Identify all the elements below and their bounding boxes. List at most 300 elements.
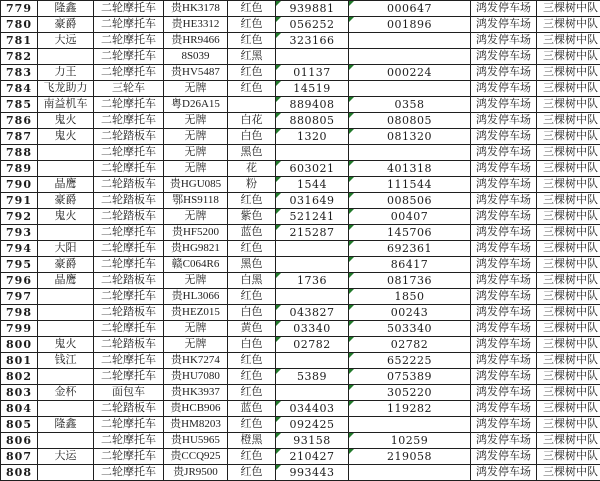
cell-number-1[interactable]: 02782: [276, 337, 349, 353]
table-row: [1, 369, 600, 385]
cell-color[interactable]: 粉: [228, 177, 276, 193]
cell-number-1[interactable]: 5389: [276, 369, 349, 385]
cell-vehicle-type[interactable]: 二轮踏板车: [94, 273, 164, 289]
cell-plate-number[interactable]: 贵HL3066: [164, 289, 228, 305]
cell-parking-lot[interactable]: 鸿发停车场: [471, 65, 537, 81]
table-row: [1, 465, 600, 481]
cell-color[interactable]: 红色: [228, 353, 276, 369]
cell-brand[interactable]: 鬼火: [38, 337, 94, 353]
cell-vehicle-type[interactable]: 二轮摩托车: [94, 433, 164, 449]
cell-brand[interactable]: 金杯: [38, 385, 94, 401]
cell-color[interactable]: 红色: [228, 289, 276, 305]
cell-row-number[interactable]: 799: [1, 321, 38, 337]
cell-number-2[interactable]: 000647: [349, 1, 471, 17]
cell-plate-number[interactable]: 贵HF5200: [164, 225, 228, 241]
cell-parking-lot[interactable]: 鸿发停车场: [471, 49, 537, 65]
cell-vehicle-type[interactable]: 二轮踏板车: [94, 305, 164, 321]
cell-number-2[interactable]: 001896: [349, 17, 471, 33]
cell-row-number[interactable]: 783: [1, 65, 38, 81]
cell-number-1[interactable]: [276, 353, 349, 369]
cell-number-2[interactable]: [349, 49, 471, 65]
cell-parking-lot[interactable]: 鸿发停车场: [471, 337, 537, 353]
cell-plate-number[interactable]: 无牌: [164, 113, 228, 129]
cell-color[interactable]: 白色: [228, 305, 276, 321]
cell-brand[interactable]: 豪爵: [38, 193, 94, 209]
cell-vehicle-type[interactable]: 二轮摩托车: [94, 369, 164, 385]
table-row: [1, 17, 600, 33]
cell-number-2[interactable]: 00407: [349, 209, 471, 225]
cell-number-1[interactable]: [276, 289, 349, 305]
cell-number-1[interactable]: 939881: [276, 1, 349, 17]
cell-vehicle-type[interactable]: 二轮踏板车: [94, 209, 164, 225]
cell-vehicle-type[interactable]: 二轮摩托车: [94, 17, 164, 33]
cell-number-1[interactable]: [276, 49, 349, 65]
number-stored-as-text-flag-icon: [276, 81, 281, 86]
cell-parking-lot[interactable]: 鸿发停车场: [471, 33, 537, 49]
cell-color[interactable]: 红色: [228, 385, 276, 401]
cell-squad[interactable]: 三棵树中队: [537, 81, 600, 97]
cell-number-1[interactable]: 521241: [276, 209, 349, 225]
cell-brand[interactable]: [38, 145, 94, 161]
cell-number-2[interactable]: [349, 465, 471, 481]
cell-vehicle-type[interactable]: 二轮摩托车: [94, 241, 164, 257]
cell-color[interactable]: 红色: [228, 193, 276, 209]
cell-row-number[interactable]: 784: [1, 81, 38, 97]
cell-row-number[interactable]: 787: [1, 129, 38, 145]
cell-parking-lot[interactable]: 鸿发停车场: [471, 129, 537, 145]
cell-color[interactable]: 红色: [228, 369, 276, 385]
cell-number-2[interactable]: 080805: [349, 113, 471, 129]
cell-squad[interactable]: 三棵树中队: [537, 433, 600, 449]
cell-brand[interactable]: [38, 321, 94, 337]
cell-color[interactable]: 黄色: [228, 321, 276, 337]
cell-color[interactable]: 花: [228, 161, 276, 177]
cell-plate-number[interactable]: 贵HK7274: [164, 353, 228, 369]
cell-row-number[interactable]: 803: [1, 385, 38, 401]
cell-vehicle-type[interactable]: 二轮摩托车: [94, 97, 164, 113]
cell-brand[interactable]: 豪爵: [38, 17, 94, 33]
cell-parking-lot[interactable]: 鸿发停车场: [471, 177, 537, 193]
cell-vehicle-type[interactable]: 二轮摩托车: [94, 1, 164, 17]
cell-brand[interactable]: [38, 225, 94, 241]
cell-number-2[interactable]: 111544: [349, 177, 471, 193]
cell-number-1[interactable]: 603021: [276, 161, 349, 177]
cell-parking-lot[interactable]: 鸿发停车场: [471, 257, 537, 273]
cell-color[interactable]: 黑色: [228, 145, 276, 161]
cell-row-number[interactable]: 795: [1, 257, 38, 273]
cell-squad[interactable]: 三棵树中队: [537, 273, 600, 289]
cell-squad[interactable]: 三棵树中队: [537, 449, 600, 465]
number-stored-as-text-flag-icon: [276, 209, 281, 214]
cell-parking-lot[interactable]: 鸿发停车场: [471, 449, 537, 465]
cell-row-number[interactable]: 781: [1, 33, 38, 49]
cell-number-1[interactable]: 092425: [276, 417, 349, 433]
cell-number-1[interactable]: [276, 257, 349, 273]
cell-number-1[interactable]: 880805: [276, 113, 349, 129]
cell-plate-number[interactable]: 贵JR9500: [164, 465, 228, 481]
cell-number-2[interactable]: 008506: [349, 193, 471, 209]
cell-vehicle-type[interactable]: 三轮车: [94, 81, 164, 97]
cell-squad[interactable]: 三棵树中队: [537, 177, 600, 193]
cell-number-1[interactable]: 056252: [276, 17, 349, 33]
cell-row-number[interactable]: 782: [1, 49, 38, 65]
cell-parking-lot[interactable]: 鸿发停车场: [471, 145, 537, 161]
cell-plate-number[interactable]: 无牌: [164, 81, 228, 97]
cell-number-1[interactable]: 93158: [276, 433, 349, 449]
cell-vehicle-type[interactable]: 二轮摩托车: [94, 449, 164, 465]
cell-color[interactable]: 红色: [228, 449, 276, 465]
cell-number-2[interactable]: 145706: [349, 225, 471, 241]
cell-row-number[interactable]: 798: [1, 305, 38, 321]
number-stored-as-text-flag-icon: [276, 417, 281, 422]
cell-number-2[interactable]: 86417: [349, 257, 471, 273]
cell-brand[interactable]: 钱江: [38, 353, 94, 369]
cell-squad[interactable]: 三棵树中队: [537, 193, 600, 209]
cell-number-2[interactable]: [349, 417, 471, 433]
cell-plate-number[interactable]: 无牌: [164, 321, 228, 337]
cell-number-1[interactable]: [276, 385, 349, 401]
cell-color[interactable]: 红色: [228, 417, 276, 433]
cell-number-2[interactable]: 075389: [349, 369, 471, 385]
cell-parking-lot[interactable]: 鸿发停车场: [471, 369, 537, 385]
cell-brand[interactable]: 大运: [38, 449, 94, 465]
cell-squad[interactable]: 三棵树中队: [537, 1, 600, 17]
cell-number-2[interactable]: [349, 33, 471, 49]
cell-parking-lot[interactable]: 鸿发停车场: [471, 305, 537, 321]
cell-row-number[interactable]: 785: [1, 97, 38, 113]
cell-color[interactable]: 白色: [228, 337, 276, 353]
cell-parking-lot[interactable]: 鸿发停车场: [471, 81, 537, 97]
number-stored-as-text-flag-icon: [349, 257, 354, 262]
cell-row-number[interactable]: 796: [1, 273, 38, 289]
cell-plate-number[interactable]: 贵HEZ015: [164, 305, 228, 321]
cell-parking-lot[interactable]: 鸿发停车场: [471, 17, 537, 33]
cell-number-2[interactable]: 503340: [349, 321, 471, 337]
cell-plate-number[interactable]: 无牌: [164, 273, 228, 289]
table-row: [1, 241, 600, 257]
cell-row-number[interactable]: 806: [1, 433, 38, 449]
cell-plate-number[interactable]: 无牌: [164, 161, 228, 177]
cell-color[interactable]: 红黑: [228, 49, 276, 65]
cell-number-2[interactable]: 119282: [349, 401, 471, 417]
cell-plate-number[interactable]: 贵HCB906: [164, 401, 228, 417]
cell-number-1[interactable]: 01137: [276, 65, 349, 81]
table-row: [1, 417, 600, 433]
cell-brand[interactable]: [38, 465, 94, 481]
cell-vehicle-type[interactable]: 二轮摩托车: [94, 417, 164, 433]
cell-squad[interactable]: 三棵树中队: [537, 209, 600, 225]
number-stored-as-text-flag-icon: [349, 97, 354, 102]
cell-squad[interactable]: 三棵树中队: [537, 385, 600, 401]
cell-plate-number[interactable]: 贵HV5487: [164, 65, 228, 81]
cell-squad[interactable]: 三棵树中队: [537, 241, 600, 257]
cell-number-2[interactable]: 1850: [349, 289, 471, 305]
cell-parking-lot[interactable]: 鸿发停车场: [471, 225, 537, 241]
cell-parking-lot[interactable]: 鸿发停车场: [471, 385, 537, 401]
cell-number-1[interactable]: 031649: [276, 193, 349, 209]
table-row: [1, 209, 600, 225]
cell-parking-lot[interactable]: 鸿发停车场: [471, 193, 537, 209]
table-row: [1, 385, 600, 401]
cell-parking-lot[interactable]: 鸿发停车场: [471, 209, 537, 225]
cell-plate-number[interactable]: 贵HU5965: [164, 433, 228, 449]
number-stored-as-text-flag-icon: [276, 337, 281, 342]
cell-color[interactable]: 橙黑: [228, 433, 276, 449]
cell-brand[interactable]: [38, 433, 94, 449]
cell-row-number[interactable]: 802: [1, 369, 38, 385]
cell-squad[interactable]: 三棵树中队: [537, 337, 600, 353]
cell-number-2[interactable]: 02782: [349, 337, 471, 353]
cell-vehicle-type[interactable]: 二轮摩托车: [94, 257, 164, 273]
cell-parking-lot[interactable]: 鸿发停车场: [471, 97, 537, 113]
cell-parking-lot[interactable]: 鸿发停车场: [471, 433, 537, 449]
cell-brand[interactable]: 鬼火: [38, 129, 94, 145]
cell-plate-number[interactable]: 贵HK3937: [164, 385, 228, 401]
number-stored-as-text-flag-icon: [349, 65, 354, 70]
cell-vehicle-type[interactable]: 二轮摩托车: [94, 353, 164, 369]
cell-vehicle-type[interactable]: 二轮摩托车: [94, 49, 164, 65]
cell-plate-number[interactable]: 鄂HS9118: [164, 193, 228, 209]
cell-number-2[interactable]: [349, 145, 471, 161]
cell-number-1[interactable]: 1736: [276, 273, 349, 289]
cell-plate-number[interactable]: 贵HR9466: [164, 33, 228, 49]
cell-number-2[interactable]: [349, 81, 471, 97]
cell-row-number[interactable]: 808: [1, 465, 38, 481]
cell-number-1[interactable]: 210427: [276, 449, 349, 465]
cell-plate-number[interactable]: 无牌: [164, 209, 228, 225]
cell-number-1[interactable]: 889408: [276, 97, 349, 113]
number-stored-as-text-flag-icon: [276, 449, 281, 454]
number-stored-as-text-flag-icon: [276, 369, 281, 374]
cell-parking-lot[interactable]: 鸿发停车场: [471, 1, 537, 17]
cell-squad[interactable]: 三棵树中队: [537, 33, 600, 49]
cell-row-number[interactable]: 788: [1, 145, 38, 161]
cell-plate-number[interactable]: 贵HK3178: [164, 1, 228, 17]
cell-squad[interactable]: 三棵树中队: [537, 465, 600, 481]
cell-color[interactable]: 白黑: [228, 273, 276, 289]
cell-number-1[interactable]: 034403: [276, 401, 349, 417]
cell-squad[interactable]: 三棵树中队: [537, 145, 600, 161]
cell-brand[interactable]: 大阳: [38, 241, 94, 257]
number-stored-as-text-flag-icon: [276, 97, 281, 102]
cell-color[interactable]: 蓝色: [228, 401, 276, 417]
cell-plate-number[interactable]: 贵CCQ925: [164, 449, 228, 465]
cell-parking-lot[interactable]: 鸿发停车场: [471, 353, 537, 369]
cell-row-number[interactable]: 800: [1, 337, 38, 353]
cell-number-1[interactable]: 993443: [276, 465, 349, 481]
cell-vehicle-type[interactable]: 二轮摩托车: [94, 225, 164, 241]
cell-plate-number[interactable]: 8S039: [164, 49, 228, 65]
cell-parking-lot[interactable]: 鸿发停车场: [471, 113, 537, 129]
cell-parking-lot[interactable]: 鸿发停车场: [471, 289, 537, 305]
cell-brand[interactable]: 豪爵: [38, 257, 94, 273]
number-stored-as-text-flag-icon: [276, 161, 281, 166]
cell-number-2[interactable]: 081736: [349, 273, 471, 289]
cell-plate-number[interactable]: 贵HM8203: [164, 417, 228, 433]
number-stored-as-text-flag-icon: [349, 401, 354, 406]
cell-brand[interactable]: [38, 49, 94, 65]
cell-parking-lot[interactable]: 鸿发停车场: [471, 161, 537, 177]
cell-vehicle-type[interactable]: 二轮摩托车: [94, 465, 164, 481]
cell-color[interactable]: 黑色: [228, 257, 276, 273]
cell-number-2[interactable]: 219058: [349, 449, 471, 465]
cell-color[interactable]: 红色: [228, 81, 276, 97]
cell-color[interactable]: 红色: [228, 465, 276, 481]
cell-color[interactable]: 红色: [228, 241, 276, 257]
cell-parking-lot[interactable]: 鸿发停车场: [471, 273, 537, 289]
cell-squad[interactable]: 三棵树中队: [537, 305, 600, 321]
cell-number-1[interactable]: 323166: [276, 33, 349, 49]
cell-number-1[interactable]: 1544: [276, 177, 349, 193]
cell-plate-number[interactable]: 无牌: [164, 337, 228, 353]
cell-brand[interactable]: 隆鑫: [38, 417, 94, 433]
cell-brand[interactable]: 隆鑫: [38, 1, 94, 17]
cell-squad[interactable]: 三棵树中队: [537, 401, 600, 417]
cell-squad[interactable]: 三棵树中队: [537, 353, 600, 369]
cell-row-number[interactable]: 780: [1, 17, 38, 33]
cell-plate-number[interactable]: 无牌: [164, 129, 228, 145]
cell-number-1[interactable]: 215287: [276, 225, 349, 241]
cell-vehicle-type[interactable]: 二轮摩托车: [94, 321, 164, 337]
cell-brand[interactable]: 鬼火: [38, 209, 94, 225]
cell-brand[interactable]: [38, 161, 94, 177]
cell-brand[interactable]: [38, 369, 94, 385]
cell-brand[interactable]: 力王: [38, 65, 94, 81]
cell-vehicle-type[interactable]: 二轮踏板车: [94, 337, 164, 353]
cell-number-1[interactable]: 14519: [276, 81, 349, 97]
cell-number-1[interactable]: [276, 241, 349, 257]
cell-number-2[interactable]: 0358: [349, 97, 471, 113]
cell-vehicle-type[interactable]: 二轮摩托车: [94, 161, 164, 177]
cell-squad[interactable]: 三棵树中队: [537, 129, 600, 145]
cell-vehicle-type[interactable]: 二轮摩托车: [94, 289, 164, 305]
number-stored-as-text-flag-icon: [349, 225, 354, 230]
cell-squad[interactable]: 三棵树中队: [537, 113, 600, 129]
cell-number-1[interactable]: 043827: [276, 305, 349, 321]
cell-squad[interactable]: 三棵树中队: [537, 49, 600, 65]
cell-color[interactable]: 白色: [228, 129, 276, 145]
number-stored-as-text-flag-icon: [349, 289, 354, 294]
cell-plate-number[interactable]: 贵HG9821: [164, 241, 228, 257]
cell-parking-lot[interactable]: 鸿发停车场: [471, 401, 537, 417]
cell-vehicle-type[interactable]: 二轮摩托车: [94, 33, 164, 49]
cell-row-number[interactable]: 791: [1, 193, 38, 209]
cell-plate-number[interactable]: 无牌: [164, 145, 228, 161]
cell-number-2[interactable]: 692361: [349, 241, 471, 257]
cell-squad[interactable]: 三棵树中队: [537, 289, 600, 305]
cell-parking-lot[interactable]: 鸿发停车场: [471, 241, 537, 257]
cell-plate-number[interactable]: 粤D26A15: [164, 97, 228, 113]
cell-color[interactable]: 白花: [228, 113, 276, 129]
cell-parking-lot[interactable]: 鸿发停车场: [471, 465, 537, 481]
cell-row-number[interactable]: 786: [1, 113, 38, 129]
cell-number-2[interactable]: 305220: [349, 385, 471, 401]
cell-brand[interactable]: 大远: [38, 33, 94, 49]
cell-vehicle-type[interactable]: 面包车: [94, 385, 164, 401]
cell-vehicle-type[interactable]: 二轮踏板车: [94, 193, 164, 209]
cell-squad[interactable]: 三棵树中队: [537, 161, 600, 177]
cell-vehicle-type[interactable]: 二轮踏板车: [94, 401, 164, 417]
cell-plate-number[interactable]: 贵HE3312: [164, 17, 228, 33]
cell-vehicle-type[interactable]: 二轮踏板车: [94, 129, 164, 145]
cell-color[interactable]: 红色: [228, 17, 276, 33]
cell-row-number[interactable]: 807: [1, 449, 38, 465]
number-stored-as-text-flag-icon: [276, 1, 281, 6]
cell-brand[interactable]: 飞龙助力: [38, 81, 94, 97]
cell-vehicle-type[interactable]: 二轮摩托车: [94, 145, 164, 161]
cell-squad[interactable]: 三棵树中队: [537, 65, 600, 81]
cell-brand[interactable]: 鬼火: [38, 113, 94, 129]
cell-squad[interactable]: 三棵树中队: [537, 417, 600, 433]
cell-vehicle-type[interactable]: 二轮摩托车: [94, 113, 164, 129]
cell-color[interactable]: 红色: [228, 65, 276, 81]
cell-parking-lot[interactable]: 鸿发停车场: [471, 321, 537, 337]
table-row: [1, 353, 600, 369]
cell-squad[interactable]: 三棵树中队: [537, 257, 600, 273]
cell-squad[interactable]: 三棵树中队: [537, 17, 600, 33]
cell-number-2[interactable]: 00243: [349, 305, 471, 321]
cell-brand[interactable]: 晶鹰: [38, 273, 94, 289]
cell-squad[interactable]: 三棵树中队: [537, 369, 600, 385]
cell-color[interactable]: 紫色: [228, 209, 276, 225]
number-stored-as-text-flag-icon: [349, 193, 354, 198]
cell-plate-number[interactable]: 贵HGU085: [164, 177, 228, 193]
number-stored-as-text-flag-icon: [349, 305, 354, 310]
cell-squad[interactable]: 三棵树中队: [537, 321, 600, 337]
cell-number-2[interactable]: 652225: [349, 353, 471, 369]
cell-number-1[interactable]: 1320: [276, 129, 349, 145]
cell-squad[interactable]: 三棵树中队: [537, 225, 600, 241]
cell-color[interactable]: 蓝色: [228, 225, 276, 241]
cell-brand[interactable]: 南益机车: [38, 97, 94, 113]
cell-vehicle-type[interactable]: 二轮踏板车: [94, 177, 164, 193]
cell-number-2[interactable]: 10259: [349, 433, 471, 449]
cell-number-2[interactable]: 000224: [349, 65, 471, 81]
cell-color[interactable]: [228, 97, 276, 113]
number-stored-as-text-flag-icon: [276, 113, 281, 118]
cell-plate-number[interactable]: 贵HU7080: [164, 369, 228, 385]
cell-brand[interactable]: [38, 289, 94, 305]
cell-number-2[interactable]: 401318: [349, 161, 471, 177]
cell-row-number[interactable]: 793: [1, 225, 38, 241]
cell-row-number[interactable]: 794: [1, 241, 38, 257]
cell-number-1[interactable]: 03340: [276, 321, 349, 337]
cell-color[interactable]: 红色: [228, 1, 276, 17]
cell-squad[interactable]: 三棵树中队: [537, 97, 600, 113]
cell-number-1[interactable]: [276, 145, 349, 161]
cell-row-number[interactable]: 805: [1, 417, 38, 433]
cell-row-number[interactable]: 779: [1, 1, 38, 17]
number-stored-as-text-flag-icon: [276, 65, 281, 70]
cell-brand[interactable]: [38, 305, 94, 321]
cell-row-number[interactable]: 797: [1, 289, 38, 305]
cell-row-number[interactable]: 804: [1, 401, 38, 417]
cell-brand[interactable]: 晶鹰: [38, 177, 94, 193]
cell-vehicle-type[interactable]: 二轮摩托车: [94, 65, 164, 81]
cell-color[interactable]: 红色: [228, 33, 276, 49]
cell-plate-number[interactable]: 赣C064R6: [164, 257, 228, 273]
cell-row-number[interactable]: 801: [1, 353, 38, 369]
cell-number-2[interactable]: 081320: [349, 129, 471, 145]
cell-row-number[interactable]: 792: [1, 209, 38, 225]
cell-brand[interactable]: [38, 401, 94, 417]
cell-row-number[interactable]: 790: [1, 177, 38, 193]
number-stored-as-text-flag-icon: [276, 33, 281, 38]
cell-row-number[interactable]: 789: [1, 161, 38, 177]
table-row: [1, 337, 600, 353]
table-row: [1, 97, 600, 113]
cell-parking-lot[interactable]: 鸿发停车场: [471, 417, 537, 433]
